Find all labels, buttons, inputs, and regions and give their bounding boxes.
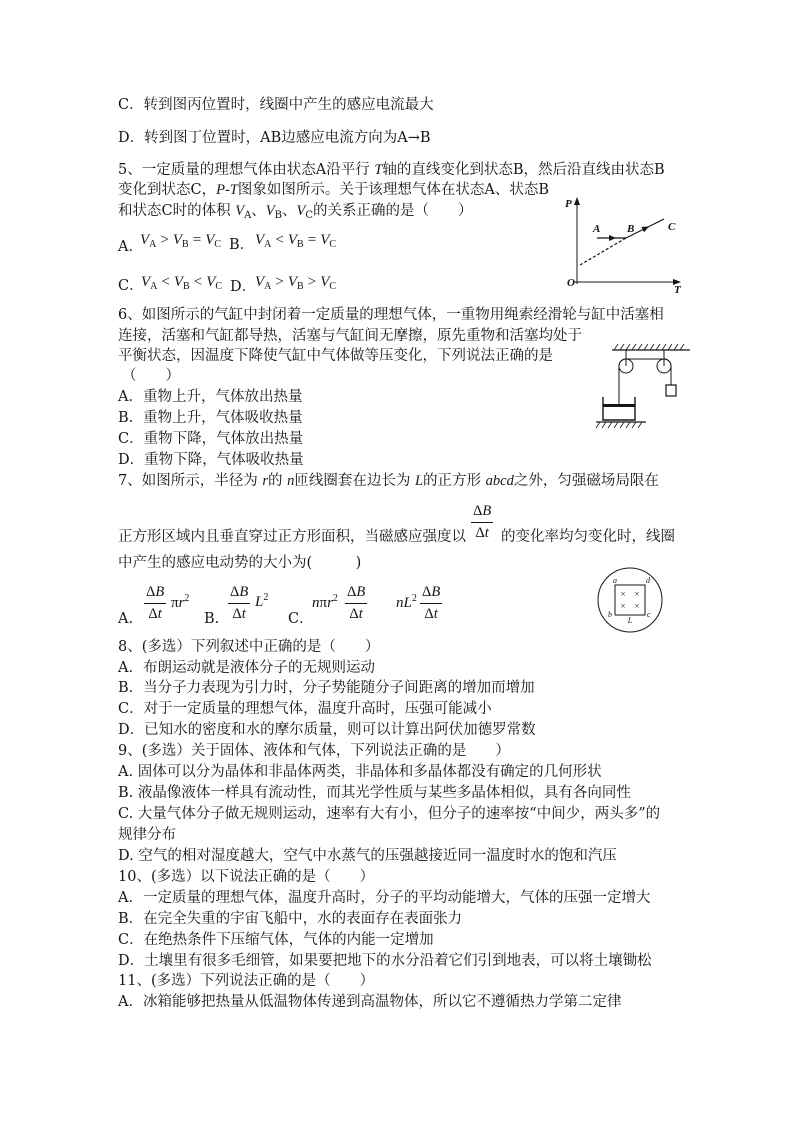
formula-var: V	[205, 232, 215, 248]
q7-option-a-fraction	[144, 582, 166, 625]
delta-symbol: Δ	[148, 606, 158, 622]
q7-var-l: L	[414, 473, 424, 489]
q9-option-c-continued: 规律分布	[118, 827, 176, 843]
q7-option-d-head	[396, 593, 417, 613]
dashed-isochore	[580, 238, 626, 265]
delta-symbol: Δ	[232, 606, 242, 622]
point-label-c: C	[668, 221, 676, 233]
formula-op: <	[161, 274, 170, 290]
corner-label-a: a	[613, 576, 617, 585]
formula-op: >	[160, 232, 169, 248]
formula-sub: A	[150, 281, 158, 292]
q5-stem-text: 轴的直线变化到状态B，然后沿直线由状态B	[382, 162, 665, 178]
q10-option-a: A．一定质量的理想气体，温度升高时，分子的平均动能增大，气体的压强一定增大	[118, 890, 651, 906]
fraction-denominator	[228, 604, 250, 625]
formula-var: V	[320, 274, 330, 290]
pi-symbol: π	[171, 595, 179, 611]
exponent: 2	[411, 593, 417, 604]
formula-var: V	[141, 274, 151, 290]
q11-option-a: A．冰箱能够把热量从低温物体传递到高温物体，所以它不遵循热力学第二定律	[118, 994, 622, 1010]
origin-label: O	[567, 277, 575, 289]
fraction-numerator	[345, 582, 367, 604]
q7-stem-fraction-db-dt	[471, 501, 493, 544]
field-cross: ×	[620, 589, 626, 599]
var-t: t	[358, 606, 363, 622]
fraction-denominator	[471, 523, 493, 544]
q7-option-c-fraction	[345, 582, 367, 625]
q5-var-t: T	[374, 162, 383, 178]
formula-var: V	[255, 232, 265, 248]
q7-option-c-label: C．	[288, 611, 314, 627]
var-b: B	[482, 503, 492, 519]
formula-var: V	[320, 232, 330, 248]
point-label-b: B	[627, 223, 635, 235]
exponent: 2	[332, 593, 338, 604]
ceiling-hatch	[614, 344, 684, 350]
q8-stem: 8、(多选）下列叙述中正确的是（ ）	[118, 639, 380, 655]
q5-var-v: V	[265, 203, 275, 219]
q5-stem-text: 5、一定质量的理想气体由状态A沿平行	[118, 162, 375, 178]
fraction-denominator	[345, 604, 367, 625]
var-b: B	[431, 584, 441, 600]
q5-stem-line-1	[118, 160, 665, 180]
q4-option-d: D．转到图丁位置时，AB边感应电流方向为A→B	[118, 130, 431, 146]
formula-var: V	[173, 274, 184, 290]
q7-stem-line-2b: 的变化率均匀变化时，线圈	[501, 529, 675, 545]
delta-symbol: Δ	[473, 503, 483, 519]
formula-op: =	[192, 232, 202, 248]
var-t: t	[484, 525, 489, 541]
pi-symbol: π	[319, 595, 328, 611]
formula-sub: B	[297, 281, 304, 292]
var-t: t	[433, 606, 438, 622]
formula-sub: C	[329, 281, 337, 292]
q9-option-a: A. 固体可以分为晶体和非晶体两类，非晶体和多晶体都没有确定的几何形状	[118, 764, 602, 780]
formula-sub: B	[183, 281, 190, 292]
q5-option-c-label: C．	[118, 278, 144, 294]
var-n: n	[396, 595, 404, 611]
formula-sub: B	[182, 239, 189, 250]
q6-stem-line-3: 平衡状态，因温度下降使气缸中气体做等压变化，下列说法正确的是	[118, 348, 553, 364]
q5-sep: 、	[282, 203, 297, 219]
q10-stem: 10、(多选）以下说法正确的是（ ）	[118, 869, 375, 885]
q7-option-c-head	[312, 593, 338, 613]
q7-option-d-fraction	[420, 582, 442, 625]
q5-sub: B	[274, 210, 283, 221]
fraction-numerator	[144, 582, 166, 604]
formula-var: V	[287, 274, 298, 290]
formula-sub: A	[264, 281, 272, 292]
formula-sub: C	[214, 239, 222, 250]
point-label-a: A	[593, 223, 601, 235]
field-cross: ×	[634, 601, 640, 611]
q6-option-c: C．重物下降，气体放出热量	[118, 431, 304, 447]
formula-var: V	[140, 232, 150, 248]
formula-var: V	[287, 232, 298, 248]
q6-answer-blank: （ ）	[122, 368, 180, 384]
q6-stem-line-2: 连接，活塞和气缸都导热，活塞与气缸间无摩擦，原先重物和活塞均处于	[118, 328, 582, 344]
q6-option-b: B．重物上升，气体吸收热量	[118, 410, 303, 426]
q5-sep: 、	[251, 203, 266, 219]
fraction-denominator	[420, 604, 442, 625]
q5-stem-text: 和状态C时的体积	[118, 203, 236, 219]
formula-var: V	[206, 274, 216, 290]
q5-stem-line-3	[118, 201, 473, 221]
q5-option-a-formula	[140, 230, 221, 250]
exponent: 2	[263, 592, 269, 603]
formula-op: <	[275, 232, 284, 248]
var-l: L	[403, 595, 412, 611]
fraction-numerator	[420, 582, 442, 604]
q10-option-d: D．土壤里有很多毛细管，如果要把地下的水分沿着它们引到地表，可以将土壤锄松	[118, 953, 652, 969]
corner-label-d: d	[646, 576, 650, 585]
q5-var-v: V	[235, 203, 245, 219]
q11-stem: 11、(多选）下列说法正确的是（ ）	[118, 973, 375, 989]
q5-stem-line-2	[118, 180, 549, 200]
var-n: n	[312, 595, 320, 611]
formula-op: <	[193, 274, 203, 290]
formula-sub: A	[264, 239, 272, 250]
q7-stem-text: 之外，匀强磁场局限在	[513, 473, 659, 489]
piston	[603, 404, 635, 407]
corner-label-c: c	[647, 610, 651, 619]
q10-option-c: C．在绝热条件下压缩气体，气体的内能一定增加	[118, 932, 434, 948]
q8-option-c: C．对于一定质量的理想气体，温度升高时，压强可能减小	[118, 701, 492, 717]
rope	[619, 359, 671, 405]
ground-hatch	[596, 422, 642, 428]
var-l: L	[255, 594, 264, 610]
q7-var-n: n	[287, 473, 295, 489]
formula-sub: C	[215, 281, 223, 292]
delta-symbol: Δ	[230, 584, 240, 600]
q5-sub: A	[244, 210, 252, 221]
formula-sub: A	[149, 239, 157, 250]
q5-var-pt: P-T	[216, 182, 238, 198]
q9-option-d: D. 空气的相对湿度越大，空气中水蒸气的压强越接近同一温度时水的饱和汽压	[118, 848, 617, 864]
hanging-weight	[666, 385, 676, 396]
formula-sub: B	[297, 239, 304, 250]
delta-symbol: Δ	[347, 584, 357, 600]
field-cross: ×	[634, 589, 640, 599]
q7-option-a-tail	[171, 593, 189, 613]
var-b: B	[239, 584, 249, 600]
q5-option-c-formula	[141, 272, 222, 292]
var-b: B	[155, 584, 165, 600]
q6-option-a: A．重物上升，气体放出热量	[118, 389, 303, 405]
q5-option-a-label: A．	[118, 239, 143, 255]
formula-op: >	[275, 274, 284, 290]
q7-option-b-label: B.	[204, 611, 220, 627]
q5-option-b-label: B．	[229, 237, 255, 253]
q8-option-a: A．布朗运动就是液体分子的无规则运动	[118, 660, 375, 676]
q8-option-b: B．当分子力表现为引力时，分子势能随分子间距离的增加而增加	[118, 680, 535, 696]
formula-op: >	[307, 274, 317, 290]
delta-symbol: Δ	[349, 606, 359, 622]
axis-label-p: P	[565, 198, 572, 210]
p-axis-arrow	[574, 197, 580, 205]
q5-option-d-formula	[255, 272, 336, 292]
q7-stem-text: 的	[268, 473, 288, 489]
formula-var: V	[172, 232, 183, 248]
q7-stem-text: 的正方形	[423, 473, 486, 489]
q5-sub: C	[305, 210, 314, 221]
side-label-l: L	[627, 616, 633, 625]
q9-option-c: C. 大量气体分子做无规则运动，速率有大有小，但分子的速率按“中间少，两头多”的	[118, 806, 661, 822]
fraction-numerator	[228, 582, 250, 604]
corner-label-b: b	[608, 610, 612, 619]
formula-op: =	[307, 232, 317, 248]
q7-stem-text: 7、如图所示，半径为	[118, 473, 263, 489]
q5-stem-text: 图象如图所示。关于该理想气体在状态A、状态B	[237, 182, 549, 198]
delta-symbol: Δ	[424, 606, 434, 622]
fraction-numerator	[471, 501, 493, 523]
q9-option-b: B. 液晶像液体一样具有流动性，而其光学性质与某些多晶体相似，具有各向同性	[118, 785, 631, 801]
q4-option-c: C．转到图丙位置时，线圈中产生的感应电流最大	[118, 97, 434, 113]
delta-symbol: Δ	[422, 584, 432, 600]
q7-stem-line-3: 中产生的感应电动势的大小为( )	[118, 555, 362, 571]
q9-stem: 9、(多选）关于固体、液体和气体，下列说法正确的是 ）	[118, 743, 510, 759]
q7-var-abcd: abcd	[485, 473, 514, 489]
q7-option-b-tail	[255, 592, 268, 612]
q5-option-d-label: D．	[230, 279, 257, 295]
var-r: r	[178, 595, 185, 611]
var-r: r	[327, 595, 333, 611]
q6-option-d: D．重物下降，气体吸收热量	[118, 452, 304, 468]
q5-pt-graph	[560, 192, 686, 296]
axis-label-t: T	[674, 284, 681, 296]
q8-option-d: D．已知水的密度和水的摩尔质量，则可以计算出阿伏加德罗常数	[118, 722, 536, 738]
q10-option-b: B．在完全失重的宇宙飞船中，水的表面存在表面张力	[118, 911, 463, 927]
delta-symbol: Δ	[475, 525, 485, 541]
q5-option-b-formula	[255, 230, 336, 250]
arrow-a-to-b	[609, 235, 616, 241]
formula-var: V	[255, 274, 265, 290]
q6-stem-line-1: 6、如图所示的气缸中封闭着一定质量的理想气体，一重物用绳索经滑轮与缸中活塞相	[118, 307, 664, 323]
var-t: t	[157, 606, 162, 622]
q7-option-b-fraction	[228, 582, 250, 625]
delta-symbol: Δ	[146, 584, 156, 600]
q5-stem-text: 变化到状态C，	[118, 182, 217, 198]
q7-coil-square-figure	[596, 566, 666, 636]
fraction-denominator	[144, 604, 166, 625]
q7-stem-line-1	[118, 471, 659, 491]
q7-stem-line-2a: 正方形区域内且垂直穿过正方形面积，当磁感应强度以	[118, 529, 466, 545]
q7-stem-text: 匝线圈套在边长为	[294, 473, 415, 489]
q5-var-v: V	[296, 203, 306, 219]
q7-option-a-label: A.	[118, 611, 134, 627]
field-cross: ×	[620, 601, 626, 611]
formula-sub: C	[329, 239, 337, 250]
var-t: t	[241, 606, 246, 622]
q5-stem-text: 的关系正确的是（ ）	[313, 203, 473, 219]
var-b: B	[356, 584, 366, 600]
exponent: 2	[184, 593, 190, 604]
q7-var-r: r	[262, 473, 268, 489]
q6-pulley-cylinder-figure	[596, 342, 694, 432]
